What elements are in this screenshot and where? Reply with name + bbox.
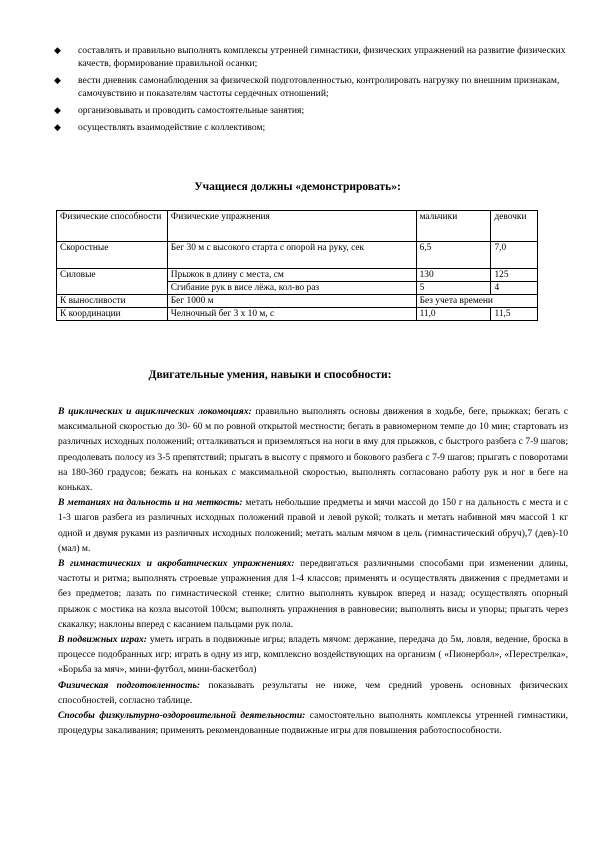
table-cell: Сгибание рук в висе лёжа, кол-во раз xyxy=(167,282,416,295)
paragraph-lead: В подвижных играх: xyxy=(58,634,147,646)
table-cell: 6,5 xyxy=(416,242,491,269)
diamond-bullet-icon: ◆ xyxy=(54,45,61,55)
header-cell: мальчики xyxy=(416,211,491,242)
paragraph xyxy=(58,404,568,495)
header-cell: девочки xyxy=(491,211,538,242)
paragraph-lead: Физическая подготовленность: xyxy=(58,679,201,691)
physical-norms-table xyxy=(56,210,538,321)
bullet-item xyxy=(54,121,568,134)
table-cell: 130 xyxy=(416,269,491,282)
paragraph-lead: В гимнастических и акробатических упражнениях: xyxy=(58,558,295,570)
table-cell: 7,0 xyxy=(491,242,538,269)
paragraph-text: уметь играть в подвижные игры; владеть мячом: держание, передача до 5м, ловля, ведение, броска в процессе подобранных игр; играть в одну из игр, комплексно воздействующих на организм ( «Пионербол», «Перестрелка», «Борьба за мяч», мини-футбол, мини-баскетбол) xyxy=(58,634,568,676)
header-cell: Физические упражнения xyxy=(167,211,416,242)
table-cell: Силовые xyxy=(57,269,168,295)
demonstrate-heading: Учащиеся должны «демонстрировать»: xyxy=(194,181,401,193)
table-cell: К координации xyxy=(57,308,168,321)
paragraph-text: метать небольшие предметы и мячи массой до 150 г на дальность с места и с 1-3 шагов разбега из различных исходных положений правой и левой рукой; толкать и метать набивной мяч массой 1 кг одной и двумя руками из различных исходных положений; метать малым мячом в цель (гимнастический обруч),7 (дев)-10 (мал) м. xyxy=(58,497,568,554)
header-cell: Физические способности xyxy=(57,211,168,242)
paragraph xyxy=(58,678,568,708)
bullet-item xyxy=(54,74,568,100)
bullet-text: составлять и правильно выполнять комплексы утренней гимнастики, физических упражнений на развитие физических качеств, формирование правильной осанки; xyxy=(78,45,566,69)
paragraph-lead: В циклических и ациклических локомоциях: xyxy=(58,406,252,417)
diamond-bullet-icon: ◆ xyxy=(54,105,61,115)
table-cell: Без учета времени xyxy=(416,295,537,308)
paragraph-text: показывать результаты не ниже, чем средний уровень основных физических способностей, согласно таблице. xyxy=(58,679,568,706)
skills-body xyxy=(58,404,568,738)
table-cell: К выносливости xyxy=(57,295,168,308)
table-cell: Бег 30 м с высокого старта с опорой на руку, сек xyxy=(167,242,416,269)
table-cell: Челночный бег 3 х 10 м, с xyxy=(167,308,416,321)
paragraph-lead: В метаниях на дальность и на меткость: xyxy=(58,497,243,509)
bullet-text: вести дневник самонаблюдения за физической подготовленностью, контролировать нагрузку по внешним признакам, самочувствию и показателям частоты сердечных отношений; xyxy=(78,75,560,99)
paragraph-text: самостоятельно выполнять комплексы утренней гимнастики, процедуры закаливания; применять рекомендованные подвижные игры для повышения работоспособности. xyxy=(58,710,569,737)
paragraph-text: передвигаться различными способами при изменении длины, частоты и ритма; выполнять строевые упражнения для 1-4 классов; применять и осуществлять движения с предметами и без предметов; лазать по гимнастической стенке; слитно выполнять кувырок вперед и назад; осуществлять опорный прыжок с мостика на козла высотой 100см; выполнять упражнения в равновесии; выполнять висы и упоры; прыгать через скакалку; наклоны вперед с касанием пальцами рук пола. xyxy=(58,558,569,630)
bullet-item xyxy=(54,104,568,117)
table-cell: 4 xyxy=(491,282,538,295)
table-row xyxy=(57,295,538,308)
table-row xyxy=(57,308,538,321)
diamond-bullet-icon: ◆ xyxy=(54,75,61,85)
table-header-row xyxy=(57,211,538,242)
table-cell: 11,5 xyxy=(491,308,538,321)
skills-bullet-list xyxy=(54,44,568,138)
paragraph xyxy=(58,556,568,632)
paragraph xyxy=(58,632,568,678)
table-cell: Прыжок в длину с места, см xyxy=(167,269,416,282)
paragraph-lead: Способы физкультурно-оздоровительной деятельности: xyxy=(58,710,306,722)
table-row xyxy=(57,242,538,269)
table-row xyxy=(57,269,538,282)
table-cell: 11,0 xyxy=(416,308,491,321)
table-cell: Бег 1000 м xyxy=(167,295,416,308)
skills-heading: Двигательные умения, навыки и способности: xyxy=(148,369,392,381)
bullet-item xyxy=(54,44,568,70)
diamond-bullet-icon: ◆ xyxy=(54,122,61,132)
table-cell: Скоростные xyxy=(57,242,168,269)
bullet-text: организовывать и проводить самостоятельные занятия; xyxy=(78,105,305,116)
bullet-text: осуществлять взаимодействие с коллективом; xyxy=(78,122,266,133)
paragraph xyxy=(58,495,568,556)
table-cell: 125 xyxy=(491,269,538,282)
paragraph-text: правильно выполнять основы движения в ходьбе, беге, прыжках; бегать с максимальной скоростью до 30- 60 м по ровной открытой местности; бегать в равномерном темпе до 10 мин; стартовать из различных исходных положений; отталкиваться и приземляться на ноги в яму для прыжков, с быстрого разбега с 7-9 шагов; преодолевать полосу из 3-5 препятствий; прыгать в высоту с прямого и бокового разбега с 7-9 шагов; прыгать с поворотами на 180-360 градусов; бежать на коньках с максимальной скоростью, выполнять согласовано работу рук и ног в беге на коньках. xyxy=(58,406,569,494)
paragraph xyxy=(58,708,568,738)
table-cell: 5 xyxy=(416,282,491,295)
